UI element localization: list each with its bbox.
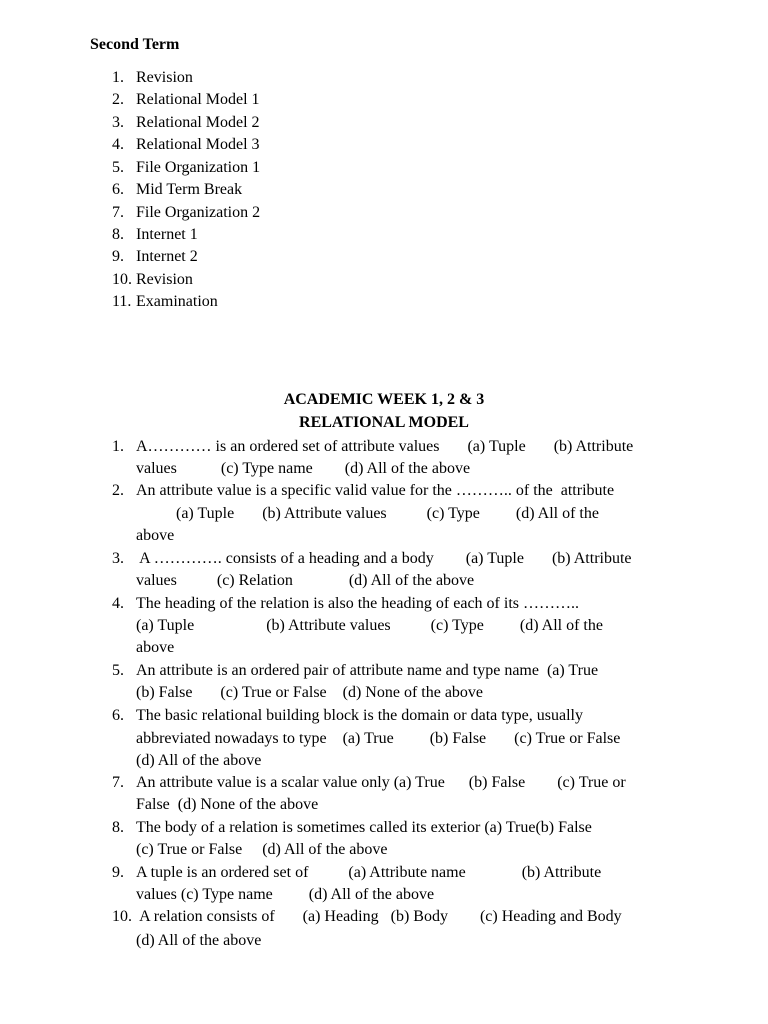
schedule-item: Examination <box>136 293 218 310</box>
question-num: 5. <box>112 662 124 679</box>
schedule-item: Relational Model 2 <box>136 114 260 131</box>
schedule-num: 6. <box>112 181 124 198</box>
question-line: The basic relational building block is the domain or data type, usually <box>136 707 583 724</box>
schedule-num: 5. <box>112 159 124 176</box>
question-line: The body of a relation is sometimes called its exterior (a) True(b) False <box>136 819 592 836</box>
question-line: The heading of the relation is also the heading of each of its ……….. <box>136 595 579 612</box>
question-num: 9. <box>112 864 124 881</box>
question-line: (a) Tuple (b) Attribute values (c) Type (d) All of the <box>136 617 603 634</box>
question-num: 8. <box>112 819 124 836</box>
question-line: An attribute value is a scalar value only (a) True (b) False (c) True or <box>136 774 626 791</box>
question-line: (a) Tuple (b) Attribute values (c) Type (d) All of the <box>136 505 599 522</box>
question-line: (d) All of the above <box>136 752 262 769</box>
question-line: above <box>136 639 175 656</box>
schedule-num: 3. <box>112 114 124 131</box>
term-title: Second Term <box>90 36 180 53</box>
question-line: values (c) Relation (d) All of the above <box>136 572 475 589</box>
question-num: 1. <box>112 438 124 455</box>
schedule-item: Relational Model 3 <box>136 136 260 153</box>
schedule-num: 1. <box>112 69 124 86</box>
question-num: 10. <box>112 908 132 925</box>
schedule-item: Internet 2 <box>136 248 198 265</box>
schedule-num: 11. <box>112 293 132 310</box>
question-line: (b) False (c) True or False (d) None of the above <box>136 684 484 701</box>
schedule-item: Relational Model 1 <box>136 91 260 108</box>
question-line: above <box>136 527 175 544</box>
question-line: values (c) Type name (d) All of the above <box>136 886 435 903</box>
question-line: A tuple is an ordered set of (a) Attribute name (b) Attribute <box>136 864 602 881</box>
question-num: 7. <box>112 774 124 791</box>
question-line: A………… is an ordered set of attribute values (a) Tuple (b) Attribute <box>136 438 634 455</box>
schedule-item: Revision <box>136 271 193 288</box>
question-line: (c) True or False (d) All of the above <box>136 841 388 858</box>
schedule-item: File Organization 2 <box>136 204 261 221</box>
schedule-num: 4. <box>112 136 124 153</box>
schedule-num: 2. <box>112 91 124 108</box>
question-num: 6. <box>112 707 124 724</box>
section-title: ACADEMIC WEEK 1, 2 & 3 <box>283 391 485 408</box>
question-line: abbreviated nowadays to type (a) True (b) False (c) True or False <box>136 730 621 747</box>
question-line: An attribute is an ordered pair of attribute name and type name (a) True <box>136 662 599 679</box>
question-line: False (d) None of the above <box>136 796 319 813</box>
question-num: 2. <box>112 482 124 499</box>
question-line: (d) All of the above <box>136 932 262 949</box>
schedule-num: 8. <box>112 226 124 243</box>
schedule-num: 10. <box>112 271 132 288</box>
question-line: A …………. consists of a heading and a body (a) Tuple (b) Attribute <box>136 550 632 567</box>
schedule-item: File Organization 1 <box>136 159 261 176</box>
schedule-num: 7. <box>112 204 124 221</box>
schedule-item: Internet 1 <box>136 226 198 243</box>
question-num: 3. <box>112 550 124 567</box>
section-subtitle: RELATIONAL MODEL <box>299 414 469 431</box>
schedule-item: Revision <box>136 69 193 86</box>
question-line: An attribute value is a specific valid value for the ……….. of the attribute <box>136 482 615 499</box>
schedule-num: 9. <box>112 248 124 265</box>
question-line: A relation consists of (a) Heading (b) Body (c) Heading and Body <box>136 908 622 925</box>
question-line: values (c) Type name (d) All of the above <box>136 460 471 477</box>
question-num: 4. <box>112 595 124 612</box>
schedule-item: Mid Term Break <box>136 181 243 198</box>
